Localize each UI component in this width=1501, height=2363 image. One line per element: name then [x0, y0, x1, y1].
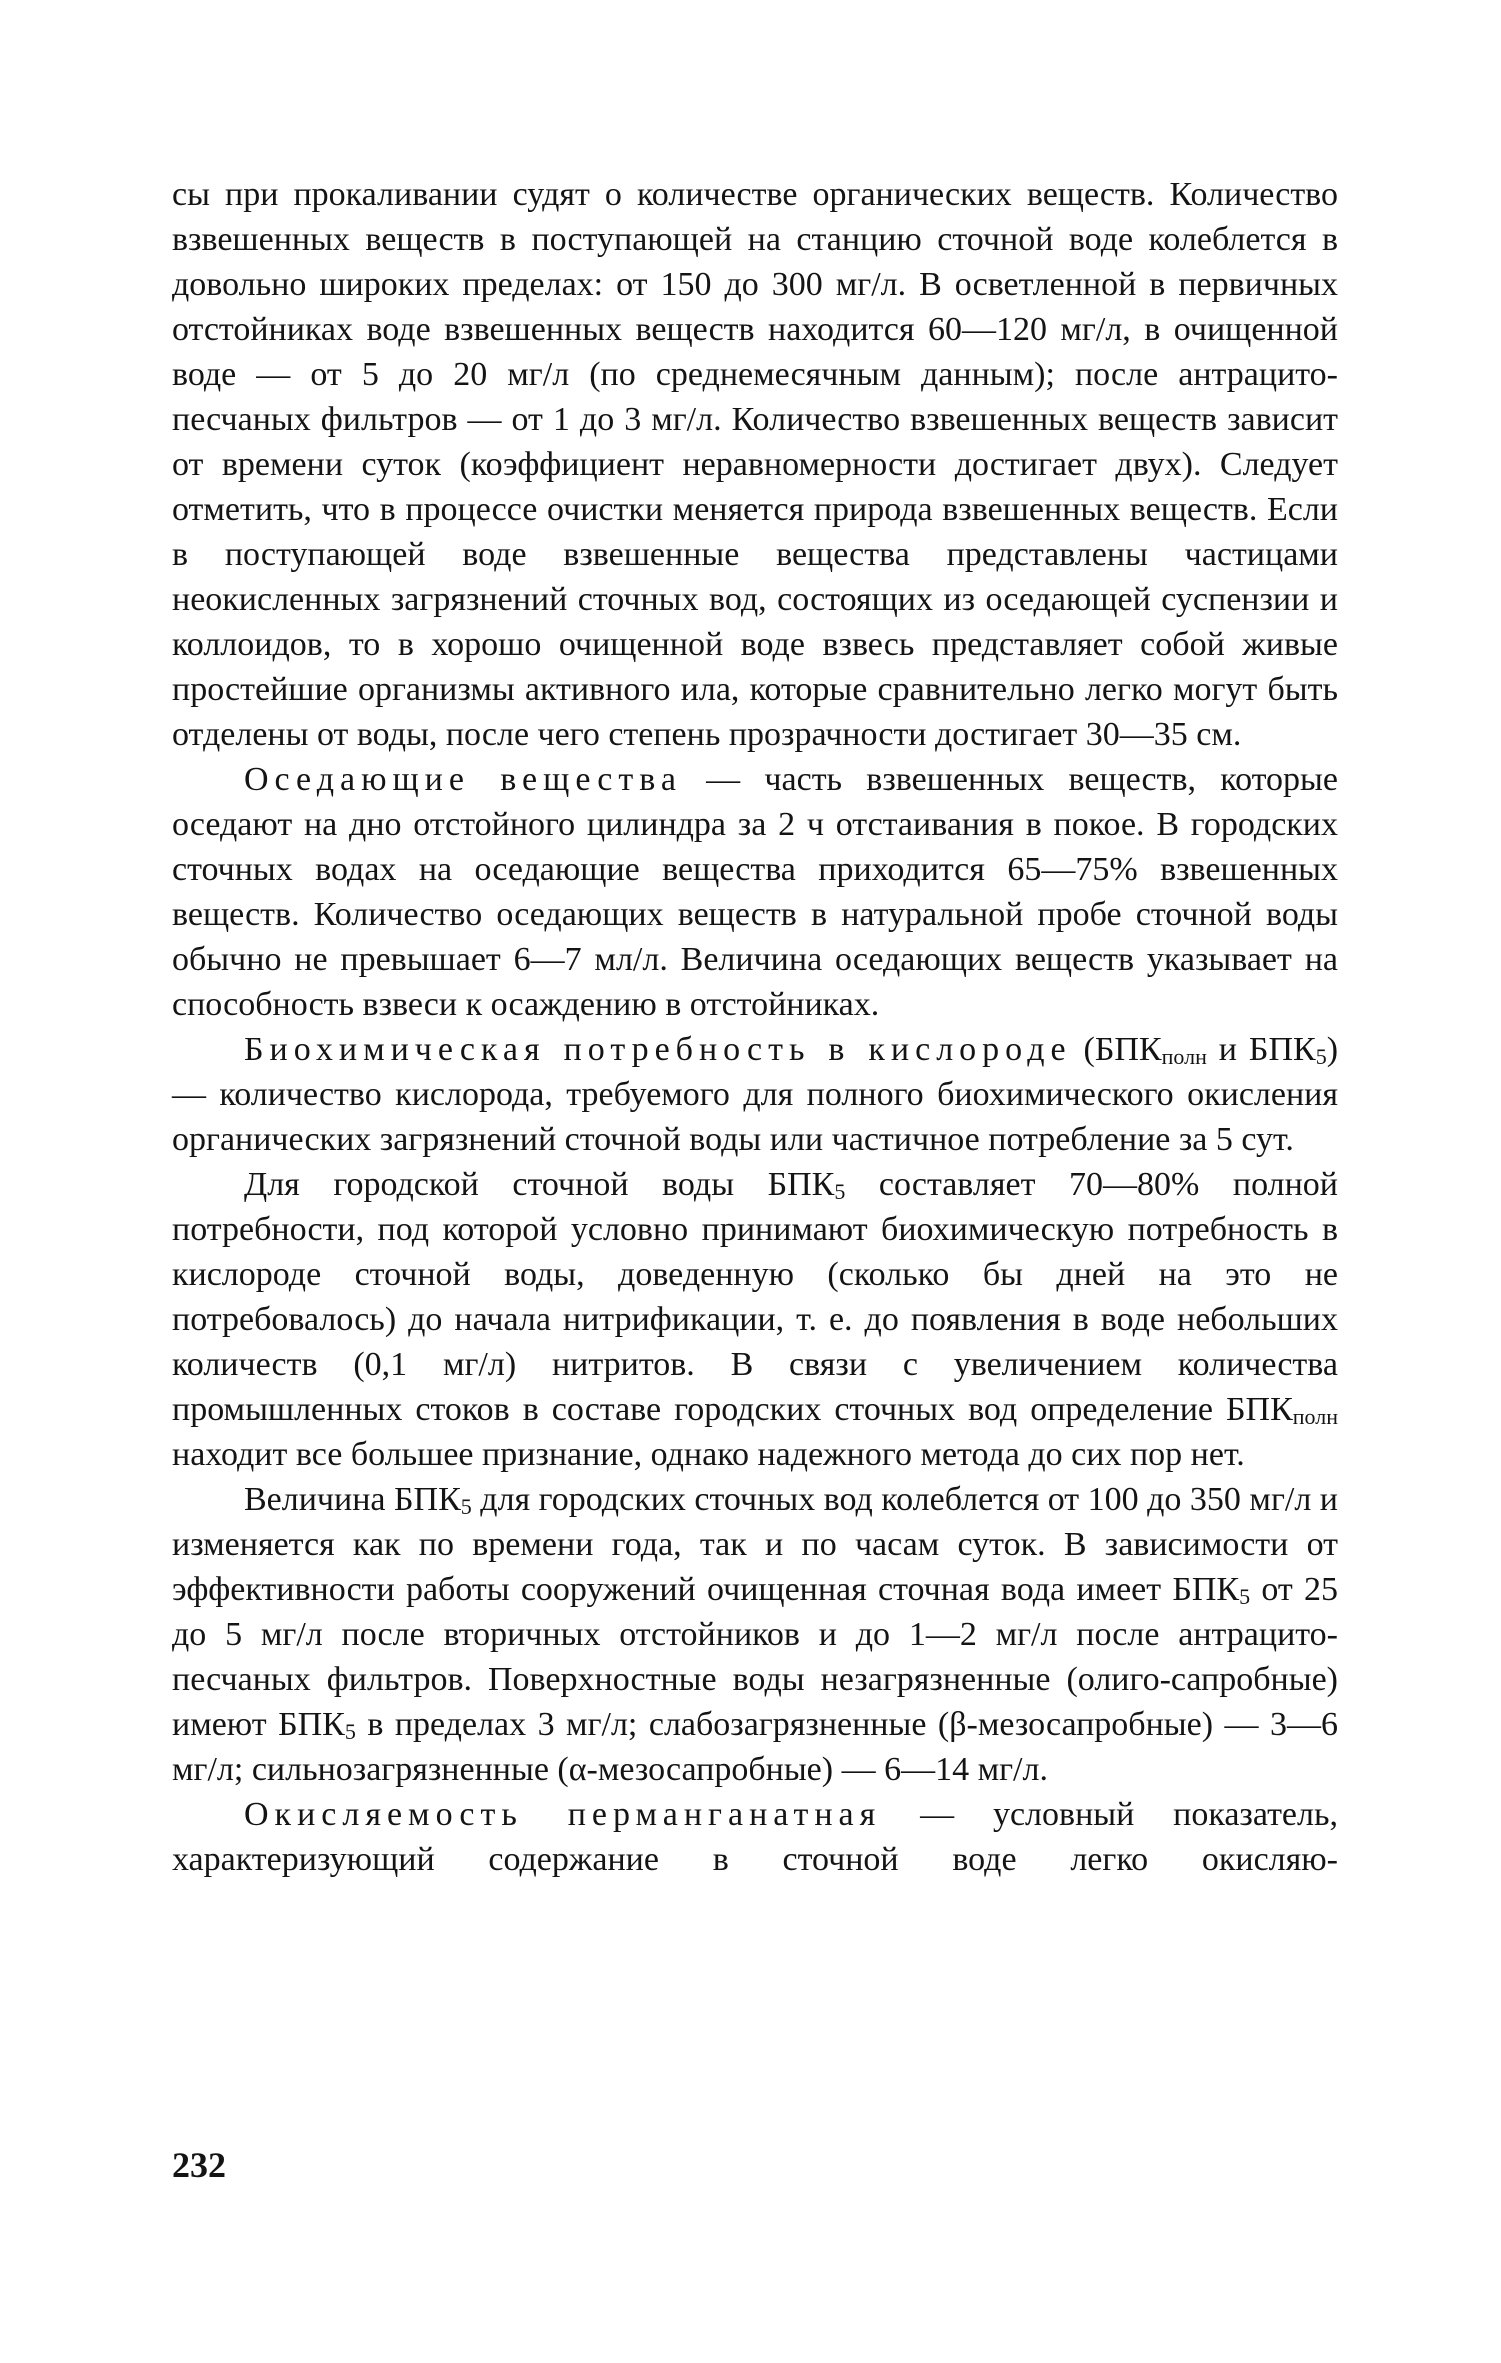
page-body	[172, 172, 1338, 1882]
paragraph-text: от 25 до 5 мг/л после вторичных отстойников и до 1—2 мг/л после антрацито-песчаных фильтров. Поверхностные воды незагрязненные (олиго-сапробные) имеют БПК	[172, 1571, 1338, 1743]
paragraph-text: (БПК	[1083, 1031, 1162, 1068]
subscript: 5	[460, 1494, 472, 1519]
paragraph-suspended-solids	[172, 172, 1338, 757]
term-permanganate: Окисляемость перманганатная	[244, 1796, 882, 1833]
paragraph-text: для городских сточных вод колеблется от 100 до 350 мг/л и изменяется как по времени года, так и по часам суток. В зависимости от эффективности работы сооружений очищенная сточная вода имеет БПК	[172, 1481, 1339, 1608]
paragraph-text: ) — количество кислорода, требуемого для полного биохимического окисления органических загрязнений сточной воды или частичное потребление за 5 сут.	[172, 1031, 1339, 1158]
paragraph-text: сы при прокаливании судят о количестве органических веществ. Количество взвешенных веществ в поступающей на станцию сточной воде колеблется в довольно широких пределах: от 150 до 300 мг/л. В осветленной в первичных отстойниках воде взвешенных веществ находится 60—120 мг/л, в очищенной воде — от 5 до 20 мг/л (по среднемесячным данным); после антрацито-песчаных фильтров — от 1 до 3 мг/л. Количество взвешенных веществ зависит от времени суток (коэффициент неравномерности достигает двух). Следует отметить, что в процессе очистки меняется природа взвешенных веществ. Если в поступающей воде взвешенные вещества представлены частицами неокисленных загрязнений сточных вод, состоящих из оседающей суспензии и коллоидов, то в хорошо очищенной воде взвесь представляет собой живые простейшие организмы активного ила, которые сравнительно легко могут быть отделены от воды, после чего степень прозрачности достигает 30—35 см.	[172, 176, 1338, 753]
paragraph-text: в пределах 3 мг/л; слабозагрязненные (β-мезосапробные) — 3—6 мг/л; сильнозагрязненные (α-мезосапробные) — 6—14 мг/л.	[172, 1706, 1338, 1788]
paragraph-text: — условный показатель, характеризующий содержание в сточной воде легко окисляю-	[172, 1796, 1338, 1878]
term-bod: Биохимическая потребность в кислороде	[244, 1031, 1072, 1068]
paragraph-settling-solids	[172, 757, 1338, 1027]
paragraph-text: и БПК	[1206, 1031, 1316, 1068]
subscript: полн	[1161, 1044, 1207, 1069]
term-settling-solids: Оседающие вещества	[244, 761, 682, 798]
paragraph-text: составляет 70—80% полной потребности, под которой условно принимают биохимическую потребность в кислороде сточной воды, доведенную (сколько бы дней на это не потребовалось) до начала нитрификации, т. е. до появления в воде небольших количеств (0,1 мг/л) нитритов. В связи с увеличением количества промышленных стоков в составе городских сточных вод определение БПК	[172, 1166, 1338, 1428]
page-number: 232	[172, 2145, 226, 2185]
subscript: 5	[1239, 1584, 1251, 1609]
subscript: 5	[1315, 1044, 1327, 1069]
paragraph-text: Величина БПК	[244, 1481, 461, 1518]
paragraph-bod-values	[172, 1477, 1338, 1792]
paragraph-text: находит все большее признание, однако надежного метода до сих пор нет.	[172, 1436, 1245, 1473]
paragraph-bod-city-water	[172, 1162, 1338, 1477]
paragraph-bod-definition	[172, 1027, 1338, 1162]
subscript: 5	[344, 1719, 356, 1744]
paragraph-text: — часть взвешенных веществ, которые оседают на дно отстойного цилиндра за 2 ч отстаивания в покое. В городских сточных водах на оседающие вещества приходится 65—75% взвешенных веществ. Количество оседающих веществ в натуральной пробе сточной воды обычно не превышает 6—7 мл/л. Величина оседающих веществ указывает на способность взвеси к осаждению в отстойниках.	[172, 761, 1338, 1023]
paragraph-text: Для городской сточной воды БПК	[244, 1166, 835, 1203]
paragraph-permanganate	[172, 1792, 1338, 1882]
subscript: 5	[834, 1179, 846, 1204]
subscript: полн	[1292, 1404, 1338, 1429]
